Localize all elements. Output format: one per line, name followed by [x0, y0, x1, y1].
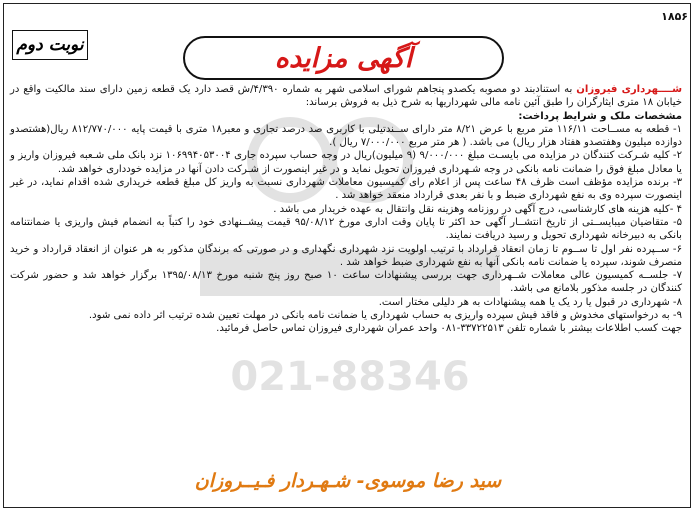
contact-line: جهت کسب اطلاعات بیشتر با شماره تلفن ۳۳۷۲۲۵۱۳-۰۸۱ واحد عمران شهرداری فیروزان تماس حاصل فرمائید. [216, 323, 682, 335]
signature: سید رضا موسوی- شـهـردار فـیــروزان [194, 470, 502, 492]
intro-lead: شــــهرداری فیروزان [576, 84, 682, 95]
condition-item: ۳- برنده مزایده مؤظف است ظرف ۴۸ ساعت پس از اعلام رای کمیسیون معاملات شهرداری نسبت به واریز کل مبلغ قطعه خریداری شده اقدام نماید، در غیر اینصورت سپرده وی به نفع شهرداری ضبط و با نفر بعدی قرارداد منعقد خواهد شد . [10, 177, 683, 202]
condition-item: ۷- جلســه کمیسیون عالی معاملات شــهرداری جهت بررسی پیشنهادات ساعت ۱۰ صبح روز پنج شنبه مورخ ۱۳۹۵/۰۸/۱۳ برگزار خواهد شد و حضور شرکت کنندگان در جلسه مذکور بلامانع می باشد. [10, 270, 682, 295]
intro-paragraph [10, 83, 682, 110]
edition-label: نوبت دوم [12, 30, 88, 60]
condition-item: ۹- به درخواستهای مخدوش و فاقد فیش سپرده واریزی به حساب شهرداری یا ضمانت نامه بانکی در مهلت تعیین شده ترتیب اثر داده نمی شود. [88, 310, 682, 322]
conditions-heading: مشخصات ملک و شرایط پرداخت: [518, 110, 682, 122]
condition-item: ۱- قطعه به مســاحت ۱۱۶/۱۱ متر مربع با عرض ۸/۲۱ متر دارای ســندتیلی با کاربری صد درصد تجاری و معبر۱۸ متری با قیمت پایه ۸۱۲/۷۷۰/۰۰۰ ریال(هشتصدو دوازده میلیون وهفتصدو هفتاد هزار ریال) می باشد. ( هر متر مربع ۷/۰۰۰/۰۰۰ ریال ). [10, 123, 683, 149]
ad-body [10, 83, 682, 336]
condition-item: ۲- کلیه شـرکت کنندگان در مزایده می بایسـت مبلغ ۹/۰۰۰/۰۰۰ (۹ میلیون)ریال در وجه حساب سپرده جاری ۱۰۶۹۹۴۰۵۳۰۰۴ نزد بانک ملی شـعبه فیروزان واریز و یا معادل مبلغ فوق را ضمانت نامه بانکی در وجه شـهرداری فیروزان تحویل نماید و در غیر اینصورت از شـرکت دادن آنها در مزایده خودداری خواهد شد. [10, 150, 682, 175]
condition-item: ۶- ســپرده نفر اول تا ســوم تا زمان انعقاد قرارداد با ترتیب اولویت نزد شهرداری نگهداری و در صورتی که برندگان مذکور به هر عنوان از انعقاد قرارداد و خرید منصرف شوند، سپرده یا ضمانت نامه بانکی آنها به نفع شهرداری ضبط خواهد شد . [10, 243, 682, 268]
condition-item: ۴ -کلیه هزینه های کارشناسی، درج آگهی در روزنامه وهزینه نقل وانتقال به عهده خریدار می باشد . [273, 203, 682, 215]
intro-text: به استنادبند دو مصوبه یکصدو پنجاهم شورای اسلامی شهر به شماره ۴/۳۹۰/ش قصد دارد یک قطعه زمین دارای سند مالکیت واقع در خیابان ۱۸ متری ایثارگران را طبق آئین نامه مالی شهرداریها به شرح ذیل به فروش برساند: [10, 84, 682, 109]
condition-item: ۵- متقاضیان میبایســتی از تاریخ انتشــار آگهی حد اکثر تا پایان وقت اداری مورخ ۹۵/۰۸/۱۲ قیمت پیشــنهادی خود را کتباً به انضمام فیش واریزی یا ضمانتنامه بانکی به دبیرخانه شهرداری تحویل و رسید دریافت نمایند. [10, 216, 683, 242]
ad-number: ۱۸۵۶ [661, 10, 688, 23]
condition-item: ۸- شهرداری در قبول یا رد یک یا همه پیشنهادات به هر دلیلی مختار است. [378, 296, 682, 308]
page-title: آگهی مزایده [274, 42, 413, 74]
title-banner [183, 36, 504, 80]
